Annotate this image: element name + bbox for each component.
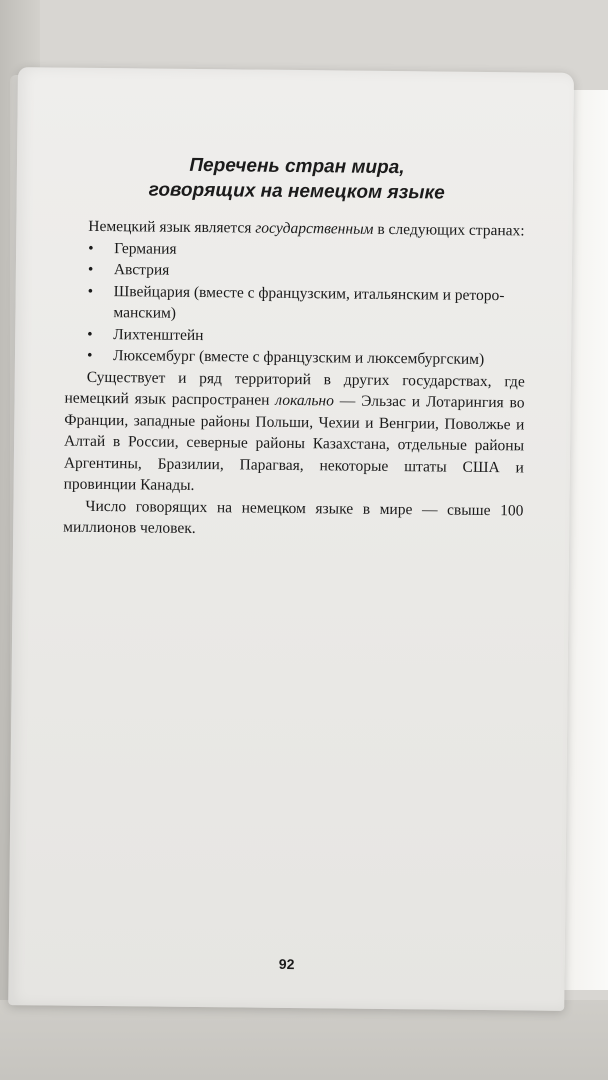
country-name: Люксембург (вместе с французским и люксембургским): [112, 347, 485, 368]
page-title: [67, 152, 527, 207]
bullet-icon: •: [87, 282, 94, 300]
book-page: [8, 67, 574, 1011]
bullet-icon: •: [87, 260, 94, 278]
territories-emphasis: локально: [275, 391, 335, 410]
background-bottom: [0, 1000, 608, 1080]
list-item: [87, 345, 525, 371]
territories-text-start: Существует и ряд территорий в других государствах, где немецкий язык распространен: [64, 368, 525, 409]
country-name: Швейцария (вместе с французским, итальянским и реторо-манским): [113, 282, 505, 322]
bullet-icon: •: [86, 346, 93, 364]
intro-text-start: Немецкий язык является: [88, 217, 256, 237]
intro-text-end: в следующих странах:: [373, 220, 525, 240]
territories-paragraph: [64, 366, 525, 500]
title-line-1: Перечень стран мира,: [189, 154, 405, 179]
page-number: 92: [278, 955, 295, 973]
bullet-icon: •: [87, 325, 93, 343]
country-name: Лихтенштейн: [113, 325, 204, 344]
territories-text-end: — Эльзас и Лотарингия во Франции, западные районы Польши, Чехии и Венгрии, Поволжье и Алтай в России, северные районы Казахстана, отдельные районы Аргентины, Бразилии, Парагвая, некоторые штаты США и провинции Канады.: [63, 392, 525, 494]
speakers-paragraph: Число говорящих на немецком языке в мире — свыше 100 миллионов человек.: [63, 497, 524, 537]
list-item: [87, 280, 525, 328]
title-line-2: говорящих на немецком языке: [148, 179, 445, 204]
bullet-icon: •: [88, 239, 94, 257]
country-list: [65, 237, 526, 371]
page-content: [63, 152, 527, 543]
intro-emphasis: государственным: [255, 219, 374, 238]
country-name: Германия: [114, 239, 177, 258]
country-name: Австрия: [113, 261, 170, 279]
